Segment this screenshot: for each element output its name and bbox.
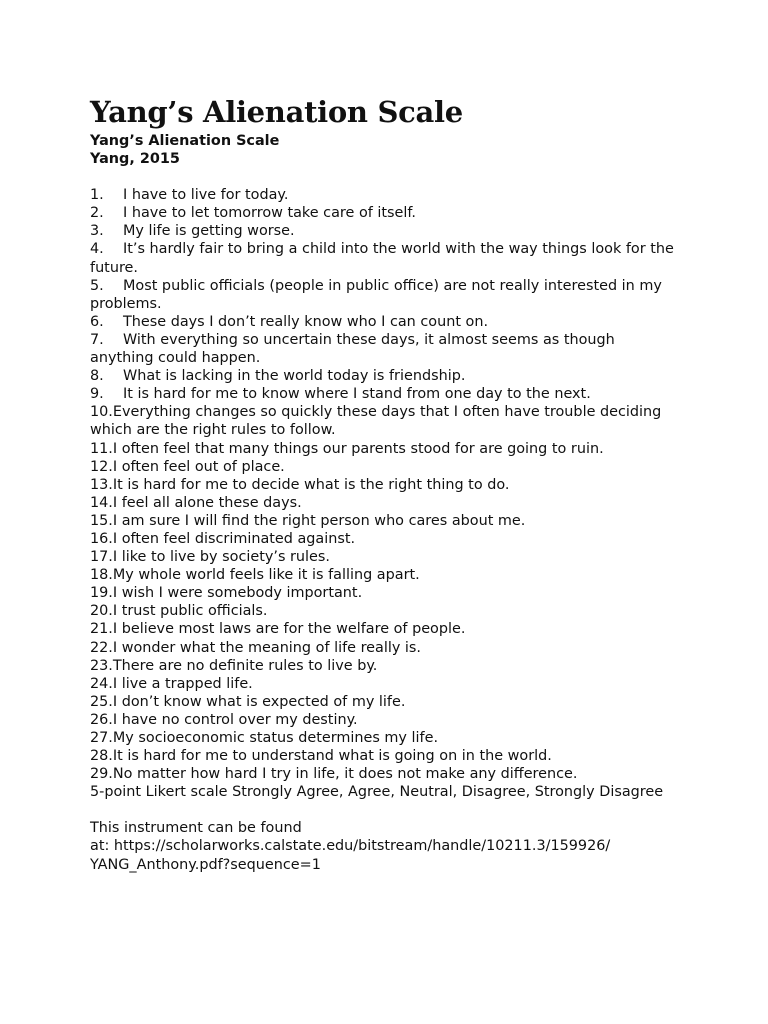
scale-item-number: 14.: [90, 494, 113, 511]
scale-item: [90, 494, 680, 512]
scale-item-number: 2.: [90, 205, 104, 222]
scale-item-number: 19.: [90, 585, 113, 602]
scale-note: 5-point Likert scale Strongly Agree, Agree, Neutral, Disagree, Strongly Disagree: [90, 784, 664, 801]
scale-item-text: Most public officials (people in public office) are not really interested in my problems.: [90, 277, 662, 312]
scale-item-text: There are no definite rules to live by.: [112, 657, 378, 674]
scale-item-number: 10.: [90, 404, 113, 421]
scale-item-text: I live a trapped life.: [112, 675, 253, 692]
scale-item-text: These days I don’t really know who I can count on.: [123, 313, 489, 330]
scale-item-number: 18.: [90, 567, 113, 584]
scale-item-number: 16.: [90, 530, 113, 547]
scale-item-number: 5.: [90, 277, 104, 294]
scale-item-number: 24.: [90, 675, 113, 692]
scale-item-number: 12.: [90, 458, 113, 475]
scale-item-text: I don’t know what is expected of my life.: [112, 693, 406, 710]
scale-item-number: 6.: [90, 313, 104, 330]
scale-item-number: 13.: [90, 476, 113, 493]
scale-item-number: 29.: [90, 766, 113, 783]
scale-item-text: I often feel out of place.: [112, 458, 285, 475]
source-url-line-1: at: https://scholarworks.calstate.edu/bitstream/handle/10211.3/159926/: [90, 838, 611, 855]
source-url-line-2: YANG_Anthony.pdf?sequence=1: [90, 856, 321, 873]
scale-item: [90, 602, 680, 620]
scale-item: [90, 403, 680, 439]
document-author: Yang, 2015: [90, 151, 180, 168]
scale-item: [90, 186, 680, 204]
scale-item-text: I often feel discriminated against.: [112, 530, 356, 547]
scale-item: [90, 530, 680, 548]
scale-item-text: It is hard for me to decide what is the right thing to do.: [112, 476, 510, 493]
document-page: [90, 92, 680, 874]
document-subtitle: Yang’s Alienation Scale: [90, 133, 280, 149]
scale-item: [90, 765, 680, 783]
scale-item-number: 9.: [90, 386, 104, 403]
scale-item-text: My life is getting worse.: [123, 223, 295, 240]
scale-item-number: 11.: [90, 440, 113, 457]
scale-item-number: 20.: [90, 603, 113, 620]
scale-item: [90, 512, 680, 530]
scale-item-text: I wish I were somebody important.: [112, 585, 363, 602]
scale-item-text: I believe most laws are for the welfare of people.: [112, 621, 466, 638]
scale-item-text: It is hard for me to know where I stand from one day to the next.: [123, 386, 591, 403]
scale-item: [90, 458, 680, 476]
scale-item: [90, 639, 680, 657]
scale-item: [90, 675, 680, 693]
scale-item-text: It is hard for me to understand what is going on in the world.: [112, 748, 552, 765]
scale-item: [90, 222, 680, 240]
scale-item: [90, 548, 680, 566]
scale-item: [90, 204, 680, 222]
scale-item-number: 25.: [90, 693, 113, 710]
scale-item-number: 27.: [90, 730, 113, 746]
scale-item: [90, 693, 680, 711]
scale-item-number: 4.: [90, 241, 104, 258]
scale-item-text: I wonder what the meaning of life really is.: [112, 639, 422, 656]
scale-item-list: [90, 186, 680, 783]
scale-item: [90, 277, 680, 313]
scale-item-number: 21.: [90, 621, 113, 638]
scale-item-number: 28.: [90, 748, 113, 765]
scale-item-number: 7.: [90, 331, 104, 348]
scale-item: [90, 620, 680, 638]
scale-item: [90, 385, 680, 403]
scale-item: [90, 729, 680, 747]
scale-item-number: 17.: [90, 549, 113, 566]
scale-item: [90, 566, 680, 584]
scale-item-text: No matter how hard I try in life, it does not make any difference.: [112, 766, 578, 783]
scale-item: [90, 313, 680, 331]
scale-item: [90, 331, 680, 367]
scale-item-number: 23.: [90, 657, 113, 674]
scale-item-text: What is lacking in the world today is friendship.: [123, 368, 466, 385]
scale-item: [90, 367, 680, 385]
scale-item-text: My whole world feels like it is falling apart.: [112, 567, 420, 584]
scale-item-text: I like to live by society’s rules.: [112, 549, 330, 566]
document-title: Yang’s Alienation Scale: [90, 95, 463, 129]
scale-item-text: I am sure I will find the right person who cares about me.: [112, 512, 526, 529]
scale-item: [90, 476, 680, 494]
scale-item-text: Everything changes so quickly these days that I often have trouble deciding which are the right rules to follow.: [90, 404, 662, 439]
scale-item: [90, 240, 680, 276]
scale-item-text: I have to live for today.: [123, 187, 289, 204]
scale-item: [90, 711, 680, 729]
scale-item: [90, 657, 680, 675]
scale-item-number: 3.: [90, 223, 104, 240]
scale-item-text: I have no control over my destiny.: [112, 711, 358, 728]
spacer: [90, 801, 680, 819]
scale-item-number: 8.: [90, 368, 104, 385]
scale-item: [90, 440, 680, 458]
scale-item-number: 1.: [90, 187, 104, 204]
scale-item-text: I trust public officials.: [112, 603, 268, 620]
scale-item-number: 15.: [90, 512, 113, 529]
scale-item-text: It’s hardly fair to bring a child into the world with the way things look for the future.: [90, 241, 674, 276]
source-intro: This instrument can be found: [90, 820, 302, 837]
scale-item: [90, 584, 680, 602]
scale-item-text: With everything so uncertain these days, it almost seems as though anything could happen.: [90, 331, 615, 367]
scale-item-text: I often feel that many things our parents stood for are going to ruin.: [112, 440, 604, 457]
spacer: [90, 168, 680, 186]
scale-item-text: I have to let tomorrow take care of itself.: [123, 205, 416, 222]
scale-item: [90, 747, 680, 765]
scale-item-number: 22.: [90, 639, 113, 656]
scale-item-text: My socioeconomic status determines my life.: [112, 730, 439, 746]
scale-item-number: 26.: [90, 711, 113, 728]
scale-item-text: I feel all alone these days.: [112, 494, 302, 511]
